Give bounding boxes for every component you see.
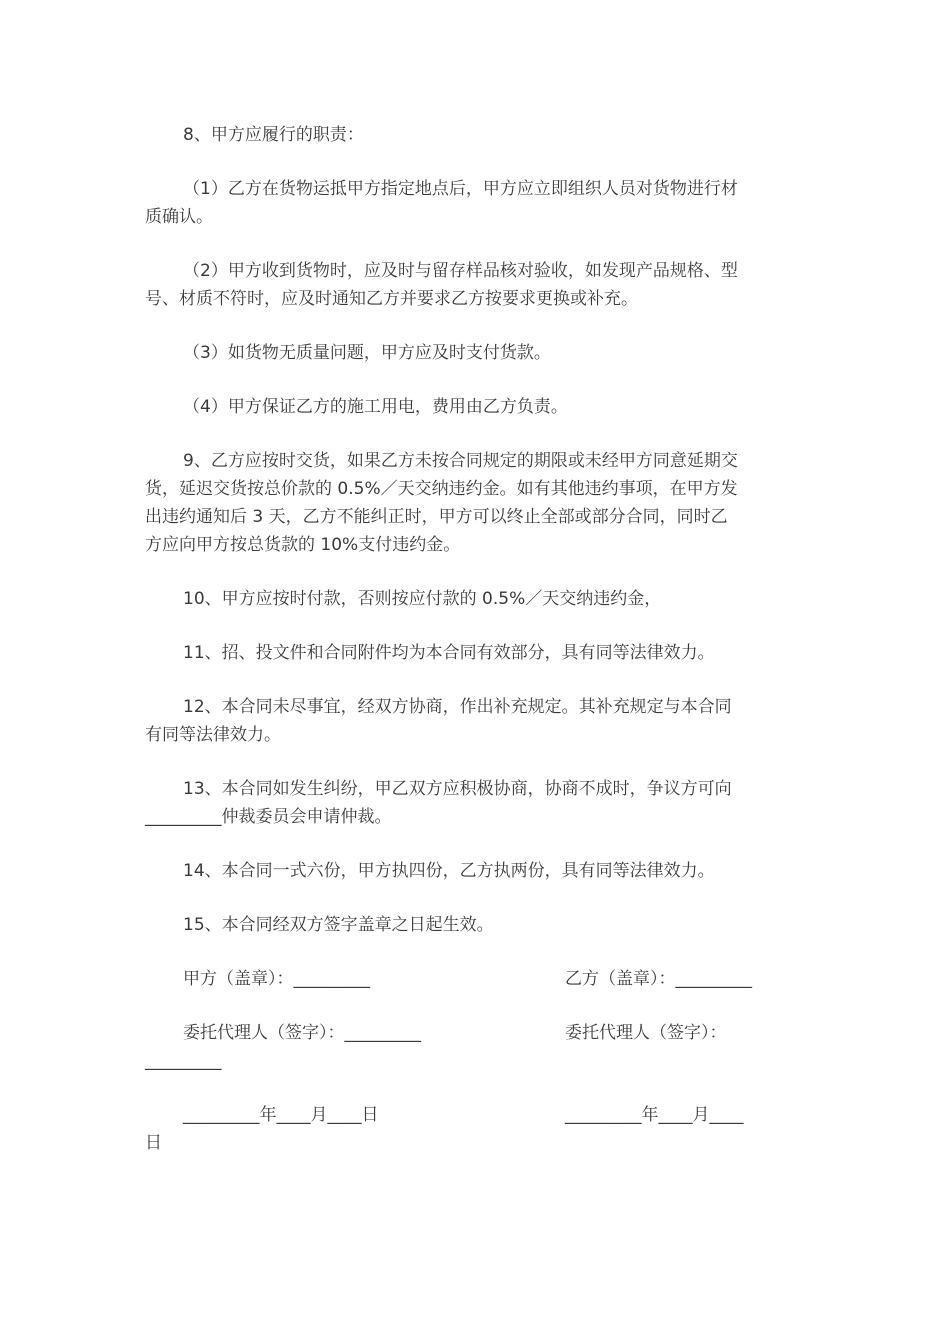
clause-line: 11、招、投文件和合同附件均为本合同有效部分，具有同等法律效力。 (183, 643, 715, 663)
party-b-date: _________年____月____ (565, 1105, 744, 1125)
clause-line: 12、本合同未尽事宜，经双方协商，作出补充规定。其补充规定与本合同 (183, 697, 732, 717)
party-b-date-day: 日 (145, 1133, 162, 1153)
clause-paragraph (145, 393, 810, 421)
clause-line: 15、本合同经双方签字盖章之日起生效。 (183, 915, 494, 935)
contract-document (145, 121, 810, 1183)
clause-line: 14、本合同一式六份，甲方执四份，乙方执两份，具有同等法律效力。 (183, 861, 715, 881)
agent-row (145, 1019, 810, 1075)
clause-line: 号、材质不符时，应及时通知乙方并要求乙方按要求更换或补充。 (145, 289, 638, 309)
party-a-agent: 委托代理人（签字）：_________ (183, 1023, 421, 1043)
clause-paragraph (145, 175, 810, 231)
clause-line: （3）如货物无质量问题，甲方应及时支付货款。 (183, 343, 551, 363)
clause-paragraph (145, 775, 810, 831)
clause-line: 8、甲方应履行的职责： (183, 125, 364, 145)
clause-line: 质确认。 (145, 207, 213, 227)
clause-line: _________仲裁委员会申请仲裁。 (145, 807, 392, 827)
clause-line: 方应向甲方按总货款的 10%支付违约金。 (145, 535, 461, 555)
clause-paragraph (145, 585, 810, 613)
clause-line: 出违约通知后 3 天，乙方不能纠正时，甲方可以终止全部或部分合同，同时乙 (145, 507, 728, 527)
clause-paragraph (145, 339, 810, 367)
clause-line: 有同等法律效力。 (145, 725, 281, 745)
clause-line: 10、甲方应按时付款，否则按应付款的 0.5%／天交纳违约金， (183, 589, 662, 609)
clause-line: （2）甲方收到货物时，应及时与留存样品核对验收，如发现产品规格、型 (183, 261, 738, 281)
clause-paragraph (145, 693, 810, 749)
party-b-agent-blank: _________ (145, 1051, 222, 1071)
clause-paragraph (145, 447, 810, 559)
clause-paragraph (145, 639, 810, 667)
date-row (145, 1101, 810, 1157)
clause-paragraph (145, 121, 810, 149)
party-a-date: _________年____月____日 (183, 1105, 379, 1125)
clause-line: 货，延迟交货按总价款的 0.5%／天交纳违约金。如有其他违约事项，在甲方发 (145, 479, 738, 499)
clause-list (145, 121, 810, 939)
clause-paragraph (145, 911, 810, 939)
clause-paragraph (145, 857, 810, 885)
party-b-seal: 乙方（盖章）：_________ (565, 969, 752, 989)
party-b-agent: 委托代理人（签字）： (565, 1023, 727, 1043)
clause-paragraph (145, 257, 810, 313)
clause-line: 13、本合同如发生纠纷，甲乙双方应积极协商，协商不成时，争议方可向 (183, 779, 732, 799)
party-a-seal: 甲方（盖章）：_________ (183, 969, 370, 989)
clause-line: 9、乙方应按时交货，如果乙方未按合同规定的期限或未经甲方同意延期交 (183, 451, 738, 471)
clause-line: （4）甲方保证乙方的施工用电，费用由乙方负责。 (183, 397, 568, 417)
seal-row (145, 965, 810, 993)
clause-line: （1）乙方在货物运抵甲方指定地点后，甲方应立即组织人员对货物进行材 (183, 179, 738, 199)
